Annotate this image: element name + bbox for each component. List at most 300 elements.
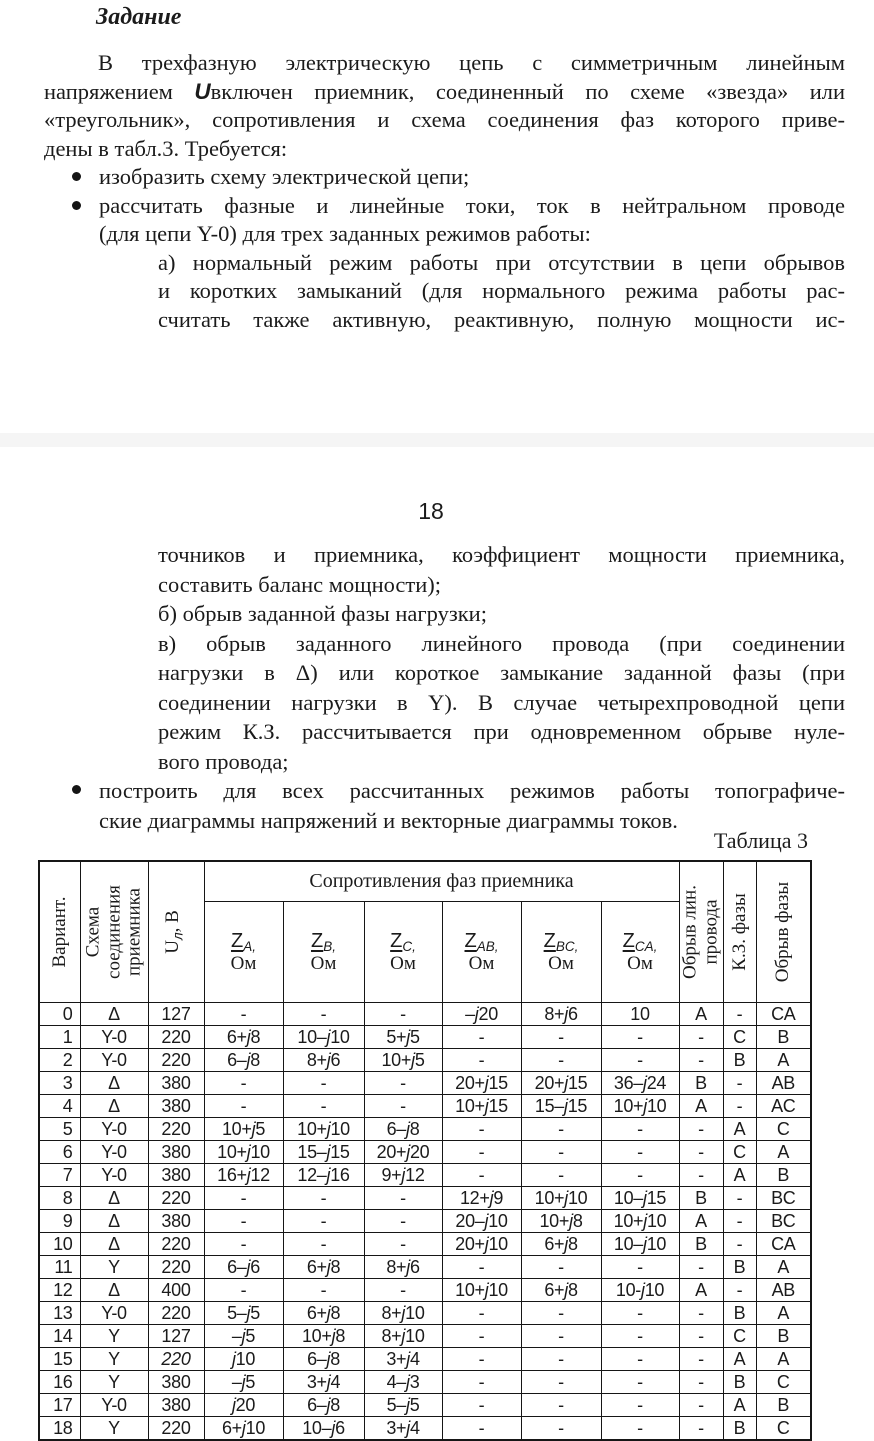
cell-zA: 16+j12 (204, 1163, 283, 1186)
cell-zA: - (204, 1002, 283, 1025)
text-line: В трехфазную электрическую цепь с симметричным линейным (98, 50, 845, 75)
col-header-variant-label: Вариант. (48, 896, 70, 968)
cell-variant: 0 (39, 1002, 80, 1025)
cell-voltage: 380 (148, 1094, 204, 1117)
cell-zCA: - (601, 1117, 679, 1140)
cell-zBC: 15–j15 (521, 1094, 601, 1117)
cell-zAB: 20+j10 (442, 1232, 521, 1255)
cell-zC: 9+j12 (364, 1163, 442, 1186)
cell-zBC: - (521, 1301, 601, 1324)
cell-variant: 7 (39, 1163, 80, 1186)
cell-zA: 6+j10 (204, 1416, 283, 1440)
cell-kz-phase: A (723, 1347, 756, 1370)
col-header-zC: $Z_{C,}$ Ом (364, 901, 442, 1002)
cell-zCA: - (601, 1370, 679, 1393)
cell-scheme: Y-0 (80, 1140, 148, 1163)
col-header-scheme-label: Схема соединения приемника (82, 884, 145, 979)
cell-zAB: - (442, 1416, 521, 1440)
col-header-break-line-label: Обрыв лин. провода (679, 884, 722, 979)
cell-zB: 12–j16 (283, 1163, 364, 1186)
cell-zC: - (364, 1186, 442, 1209)
cell-variant: 8 (39, 1186, 80, 1209)
cell-zA: –j5 (204, 1324, 283, 1347)
cell-break-phase: AB (756, 1278, 811, 1301)
cell-voltage: 220 (148, 1347, 204, 1370)
cell-zAB: - (442, 1163, 521, 1186)
page1-text-column (44, 49, 845, 334)
cell-break-line: - (679, 1117, 723, 1140)
cell-break-phase: B (756, 1324, 811, 1347)
cell-break-line: A (679, 1094, 723, 1117)
cell-kz-phase: A (723, 1117, 756, 1140)
cell-break-phase: B (756, 1163, 811, 1186)
cell-break-line: - (679, 1347, 723, 1370)
cell-voltage: 380 (148, 1393, 204, 1416)
cell-variant: 11 (39, 1255, 80, 1278)
cell-zA: –j5 (204, 1370, 283, 1393)
cell-zA: 10+j10 (204, 1140, 283, 1163)
cell-break-line: - (679, 1048, 723, 1071)
cell-zCA: - (601, 1025, 679, 1048)
cell-scheme: Δ (80, 1094, 148, 1117)
cell-variant: 18 (39, 1416, 80, 1440)
cell-voltage: 220 (148, 1048, 204, 1071)
cell-zA: - (204, 1278, 283, 1301)
cell-zBC: 6+j8 (521, 1232, 601, 1255)
section-title: Задание (96, 4, 182, 30)
cell-zC: 20+j20 (364, 1140, 442, 1163)
cell-zB: 6+j8 (283, 1301, 364, 1324)
cell-break-phase: C (756, 1117, 811, 1140)
cell-zBC: 8+j6 (521, 1002, 601, 1025)
cell-zC: - (364, 1278, 442, 1301)
table-row (39, 1232, 811, 1255)
cell-zBC: - (521, 1416, 601, 1440)
cell-zCA: 10+j10 (601, 1094, 679, 1117)
cell-zCA: - (601, 1416, 679, 1440)
cell-zA: j20 (204, 1393, 283, 1416)
cell-break-line: B (679, 1186, 723, 1209)
cell-break-phase: A (756, 1347, 811, 1370)
col-header-scheme (80, 861, 148, 1002)
cell-zA: 10+j5 (204, 1117, 283, 1140)
cell-kz-phase: - (723, 1232, 756, 1255)
text-line: вого провода; (158, 748, 289, 774)
cell-zCA: - (601, 1255, 679, 1278)
cell-zB: - (283, 1209, 364, 1232)
cell-zBC: - (521, 1255, 601, 1278)
cell-zA: j10 (204, 1347, 283, 1370)
cell-variant: 3 (39, 1071, 80, 1094)
cell-break-phase: AB (756, 1071, 811, 1094)
cell-scheme: Y (80, 1324, 148, 1347)
cell-kz-phase: - (723, 1094, 756, 1117)
bullet-marker-icon (72, 201, 81, 210)
bullet-item (72, 776, 845, 835)
cell-variant: 9 (39, 1209, 80, 1232)
cell-scheme: Y-0 (80, 1117, 148, 1140)
cell-zAB: - (442, 1117, 521, 1140)
cell-break-line: A (679, 1002, 723, 1025)
cell-kz-phase: B (723, 1048, 756, 1071)
cell-zBC: - (521, 1048, 601, 1071)
cell-zBC: - (521, 1140, 601, 1163)
col-header-zAB: $Z_{AB,}$ Ом (442, 901, 521, 1002)
cell-zAB: - (442, 1370, 521, 1393)
cell-break-line: B (679, 1071, 723, 1094)
page2-text-column (44, 540, 845, 835)
text-line: составить баланс мощности); (158, 571, 442, 597)
cell-scheme: Y-0 (80, 1301, 148, 1324)
cell-zBC: - (521, 1324, 601, 1347)
cell-kz-phase: B (723, 1370, 756, 1393)
cell-kz-phase: A (723, 1163, 756, 1186)
table-row (39, 1117, 811, 1140)
cell-zCA: 10+j10 (601, 1209, 679, 1232)
cell-voltage: 380 (148, 1140, 204, 1163)
cell-kz-phase: B (723, 1301, 756, 1324)
text-line: а) нормальный режим работы при отсутствии в цепи обрывов (158, 249, 845, 275)
cell-zB: 10–j10 (283, 1025, 364, 1048)
cell-zAB: - (442, 1393, 521, 1416)
cell-zC: 8+j6 (364, 1255, 442, 1278)
text-line: построить для всех рассчитанных режимов работы топографиче- (99, 778, 845, 803)
cell-zCA: - (601, 1301, 679, 1324)
cell-break-phase: AC (756, 1094, 811, 1117)
table-row (39, 1255, 811, 1278)
col-header-variant (39, 861, 80, 1002)
cell-zB: 8+j6 (283, 1048, 364, 1071)
cell-break-phase: CA (756, 1232, 811, 1255)
cell-scheme: Y (80, 1255, 148, 1278)
col-header-kz-phase-label: К.З. фазы (728, 893, 750, 971)
cell-break-line: - (679, 1416, 723, 1440)
cell-zA: 6–j6 (204, 1255, 283, 1278)
cell-zCA: 10–j15 (601, 1186, 679, 1209)
cell-zC: - (364, 1094, 442, 1117)
cell-zBC: 10+j10 (521, 1186, 601, 1209)
cell-kz-phase: - (723, 1209, 756, 1232)
cell-zA: - (204, 1094, 283, 1117)
cell-break-line: - (679, 1393, 723, 1416)
table-row (39, 1209, 811, 1232)
cell-variant: 4 (39, 1094, 80, 1117)
cell-zC: 6–j8 (364, 1117, 442, 1140)
cell-zC: 4–j3 (364, 1370, 442, 1393)
text-line: в) обрыв заданного линейного провода (при соединении (158, 630, 845, 656)
cell-zB: - (283, 1278, 364, 1301)
cell-kz-phase: - (723, 1002, 756, 1025)
cell-zAB: - (442, 1048, 521, 1071)
cell-scheme: Δ (80, 1002, 148, 1025)
cell-scheme: Y-0 (80, 1025, 148, 1048)
cell-zC: - (364, 1209, 442, 1232)
bullet-marker-icon (72, 172, 81, 181)
cell-zBC: - (521, 1163, 601, 1186)
cell-zAB: 20+j15 (442, 1071, 521, 1094)
col-header-break-line (679, 861, 723, 1002)
cell-voltage: 380 (148, 1370, 204, 1393)
cell-variant: 13 (39, 1301, 80, 1324)
cell-voltage: 380 (148, 1163, 204, 1186)
sub-item (158, 599, 845, 629)
cell-zA: - (204, 1232, 283, 1255)
cell-variant: 12 (39, 1278, 80, 1301)
col-header-zA: $Z_{A,}$ Ом (204, 901, 283, 1002)
cell-break-line: - (679, 1140, 723, 1163)
cell-zA: 5–j5 (204, 1301, 283, 1324)
table-row (39, 1278, 811, 1301)
cell-scheme: Y (80, 1370, 148, 1393)
text-line: напряжением Uвключен приемник, соединенный по схеме «звезда» или (44, 78, 846, 104)
col-header-zCA: $Z_{CA,}$ Ом (601, 901, 679, 1002)
cell-variant: 10 (39, 1232, 80, 1255)
table-caption: Таблица 3 (713, 828, 808, 853)
cell-zCA: - (601, 1393, 679, 1416)
cell-kz-phase: - (723, 1186, 756, 1209)
col-header-break-phase (756, 861, 811, 1002)
cell-zB: 10–j6 (283, 1416, 364, 1440)
cell-kz-phase: C (723, 1324, 756, 1347)
cell-variant: 1 (39, 1025, 80, 1048)
cell-break-phase: BC (756, 1209, 811, 1232)
cell-zCA: - (601, 1140, 679, 1163)
cell-zBC: - (521, 1117, 601, 1140)
table-row (39, 1393, 811, 1416)
cell-break-phase: BC (756, 1186, 811, 1209)
sub-item (158, 629, 845, 777)
cell-zAB: - (442, 1324, 521, 1347)
cell-zBC: - (521, 1025, 601, 1048)
cell-zC: - (364, 1002, 442, 1025)
cell-break-line: - (679, 1324, 723, 1347)
cell-zAB: - (442, 1025, 521, 1048)
cell-zCA: 10-j10 (601, 1278, 679, 1301)
cell-break-phase: A (756, 1301, 811, 1324)
text-line: (для цепи Y-0) для трех заданных режимов работы: (99, 221, 591, 246)
table-row (39, 1140, 811, 1163)
cell-zA: - (204, 1071, 283, 1094)
table-row (39, 1002, 811, 1025)
cell-zB: 6+j8 (283, 1255, 364, 1278)
text-line: и коротких замыканий (для нормального режима работы рас- (158, 278, 845, 303)
cell-zC: - (364, 1232, 442, 1255)
cell-zAB: - (442, 1347, 521, 1370)
cell-zB: 10+j10 (283, 1117, 364, 1140)
cell-variant: 2 (39, 1048, 80, 1071)
cell-zAB: - (442, 1255, 521, 1278)
cell-break-phase: B (756, 1025, 811, 1048)
cell-variant: 16 (39, 1370, 80, 1393)
cell-zC: 8+j10 (364, 1301, 442, 1324)
cell-voltage: 380 (148, 1071, 204, 1094)
cell-zB: - (283, 1186, 364, 1209)
cell-zBC: - (521, 1347, 601, 1370)
cell-break-phase: A (756, 1255, 811, 1278)
cell-kz-phase: C (723, 1140, 756, 1163)
cell-zC: 10+j5 (364, 1048, 442, 1071)
cell-zAB: –j20 (442, 1002, 521, 1025)
bullet-marker-icon (72, 785, 81, 794)
cell-zCA: 36–j24 (601, 1071, 679, 1094)
cell-break-phase: A (756, 1048, 811, 1071)
table-row (39, 1416, 811, 1440)
cell-zAB: - (442, 1140, 521, 1163)
cell-voltage: 220 (148, 1186, 204, 1209)
cell-scheme: Δ (80, 1186, 148, 1209)
cell-break-line: B (679, 1232, 723, 1255)
bullet-item (72, 192, 845, 249)
cell-scheme: Y-0 (80, 1048, 148, 1071)
cell-break-line: A (679, 1278, 723, 1301)
bullet-item (72, 163, 845, 192)
cell-zB: 6–j8 (283, 1347, 364, 1370)
col-header-break-phase-label: Обрыв фазы (772, 881, 794, 982)
cell-break-phase: A (756, 1140, 811, 1163)
cell-voltage: 220 (148, 1416, 204, 1440)
table-row (39, 1301, 811, 1324)
cell-zB: - (283, 1071, 364, 1094)
text-line: соединении нагрузки в Y). В случае четырехпроводной цепи (158, 689, 845, 715)
symbol-U: U (194, 78, 211, 104)
cell-zCA: - (601, 1324, 679, 1347)
cell-zB: 6–j8 (283, 1393, 364, 1416)
variants-table-wrap (38, 860, 812, 1441)
cell-zCA: - (601, 1163, 679, 1186)
col-header-kz-phase (723, 861, 756, 1002)
cell-voltage: 220 (148, 1025, 204, 1048)
cell-zC: - (364, 1071, 442, 1094)
cell-break-line: - (679, 1025, 723, 1048)
cell-kz-phase: B (723, 1255, 756, 1278)
table-row (39, 1186, 811, 1209)
cell-break-phase: CA (756, 1002, 811, 1025)
sub-item (158, 249, 845, 335)
cell-kz-phase: C (723, 1025, 756, 1048)
text-line: б) обрыв заданной фазы нагрузки; (158, 601, 487, 626)
text-line: «треугольник», сопротивления и схема соединения фаз которого приве- (44, 107, 845, 132)
cell-zC: 3+j4 (364, 1416, 442, 1440)
cell-kz-phase: - (723, 1071, 756, 1094)
cell-voltage: 380 (148, 1209, 204, 1232)
cell-zAB: 12+j9 (442, 1186, 521, 1209)
table-row (39, 1163, 811, 1186)
cell-break-phase: B (756, 1393, 811, 1416)
cell-zA: - (204, 1186, 283, 1209)
cell-zA: 6–j8 (204, 1048, 283, 1071)
cell-zBC: 10+j8 (521, 1209, 601, 1232)
cell-zA: 6+j8 (204, 1025, 283, 1048)
paragraph (44, 49, 845, 163)
cell-scheme: Δ (80, 1278, 148, 1301)
cell-kz-phase: - (723, 1278, 756, 1301)
cell-kz-phase: A (723, 1393, 756, 1416)
cell-variant: 14 (39, 1324, 80, 1347)
sub-item (158, 540, 845, 599)
cell-kz-phase: B (723, 1416, 756, 1440)
table-row (39, 1324, 811, 1347)
cell-voltage: 220 (148, 1232, 204, 1255)
cell-zC: 3+j4 (364, 1347, 442, 1370)
cell-break-phase: C (756, 1416, 811, 1440)
cell-break-phase: C (756, 1370, 811, 1393)
text-line: изобразить схему электрической цепи; (99, 164, 470, 189)
cell-zB: - (283, 1094, 364, 1117)
text-line: точников и приемника, коэффициент мощности приемника, (158, 542, 845, 567)
table-row (39, 1347, 811, 1370)
cell-scheme: Y (80, 1416, 148, 1440)
cell-scheme: Y-0 (80, 1163, 148, 1186)
cell-break-line: - (679, 1301, 723, 1324)
cell-zC: 5–j5 (364, 1393, 442, 1416)
cell-zAB: 10+j10 (442, 1278, 521, 1301)
cell-zC: 8+j10 (364, 1324, 442, 1347)
cell-zC: 5+j5 (364, 1025, 442, 1048)
col-header-voltage-label: $U_л$, В (161, 909, 186, 954)
cell-variant: 17 (39, 1393, 80, 1416)
col-header-zBC: $Z_{BC,}$ Ом (521, 901, 601, 1002)
cell-scheme: Δ (80, 1209, 148, 1232)
cell-voltage: 220 (148, 1301, 204, 1324)
table-row (39, 1094, 811, 1117)
cell-zB: - (283, 1232, 364, 1255)
cell-voltage: 127 (148, 1002, 204, 1025)
cell-voltage: 220 (148, 1117, 204, 1140)
cell-zAB: 20–j10 (442, 1209, 521, 1232)
cell-variant: 6 (39, 1140, 80, 1163)
cell-scheme: Y-0 (80, 1393, 148, 1416)
text-line: рассчитать фазные и линейные токи, ток в нейтральном проводе (99, 192, 845, 218)
cell-scheme: Δ (80, 1071, 148, 1094)
cell-zA: - (204, 1209, 283, 1232)
cell-voltage: 127 (148, 1324, 204, 1347)
col-header-voltage (148, 861, 204, 1002)
table-row (39, 1071, 811, 1094)
variants-table (38, 860, 812, 1441)
cell-break-line: A (679, 1209, 723, 1232)
cell-zBC: 6+j8 (521, 1278, 601, 1301)
cell-zB: 15–j15 (283, 1140, 364, 1163)
page-number: 18 (418, 498, 444, 524)
text-line: ские диаграммы напряжений и векторные диаграммы токов. (99, 807, 678, 833)
cell-break-line: - (679, 1255, 723, 1278)
cell-zCA: - (601, 1048, 679, 1071)
cell-zB: 3+j4 (283, 1370, 364, 1393)
cell-zBC: - (521, 1370, 601, 1393)
cell-zB: - (283, 1002, 364, 1025)
cell-scheme: Y (80, 1347, 148, 1370)
cell-variant: 5 (39, 1117, 80, 1140)
cell-zCA: - (601, 1347, 679, 1370)
cell-zCA: 10–j10 (601, 1232, 679, 1255)
col-header-zB: $Z_{B,}$ Ом (283, 901, 364, 1002)
table-row (39, 1025, 811, 1048)
page-break-band (0, 433, 874, 447)
text-line: нагрузки в Δ) или короткое замыкание заданной фазы (при (158, 660, 845, 685)
cell-zAB: 10+j15 (442, 1094, 521, 1117)
table-row (39, 1048, 811, 1071)
cell-scheme: Δ (80, 1232, 148, 1255)
text-line: считать также активную, реактивную, полную мощности ис- (158, 306, 845, 332)
cell-zB: 10+j8 (283, 1324, 364, 1347)
cell-voltage: 220 (148, 1255, 204, 1278)
text-line: дены в табл.3. Требуется: (44, 135, 288, 161)
cell-break-line: - (679, 1370, 723, 1393)
cell-zBC: - (521, 1393, 601, 1416)
cell-voltage: 400 (148, 1278, 204, 1301)
cell-zAB: - (442, 1301, 521, 1324)
text-line: режим К.З. рассчитывается при одновременном обрыве нуле- (158, 719, 845, 744)
